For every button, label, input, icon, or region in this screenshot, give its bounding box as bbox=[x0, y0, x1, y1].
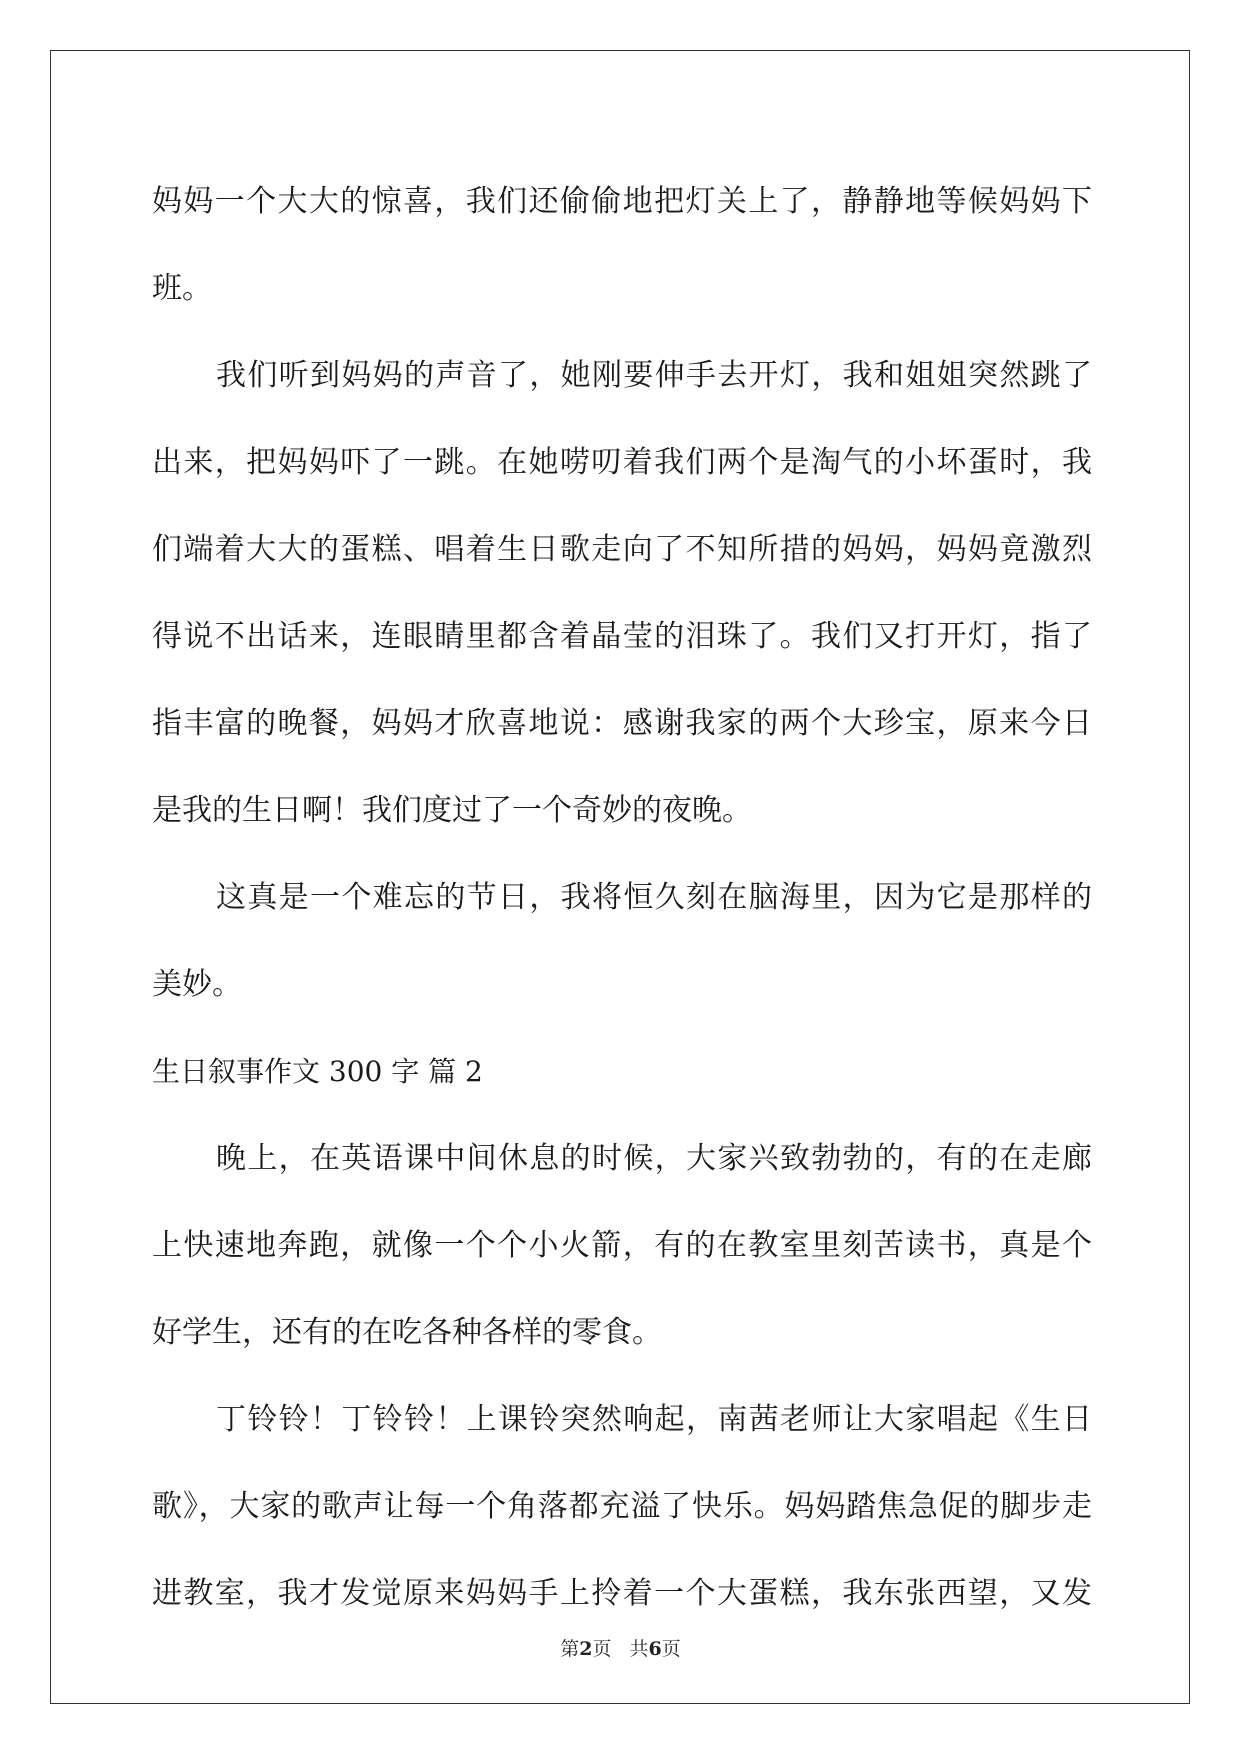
page-unit: 页 bbox=[592, 1638, 612, 1660]
current-page-number: 2 bbox=[579, 1638, 593, 1660]
paragraph-first-line: 我们听到妈妈的声音了，她刚要伸手去开灯，我和姐姐突然跳了 bbox=[216, 358, 1092, 393]
paragraph-first-line: 晚上，在英语课中间休息的时候，大家兴致勃勃的，有的在走廊 bbox=[216, 1141, 1092, 1176]
text-line: 是我的生日啊！我们度过了一个奇妙的夜晚。 bbox=[152, 793, 752, 828]
page-number-footer bbox=[0, 1634, 1241, 1661]
total-unit: 页 bbox=[661, 1638, 681, 1660]
text-line: 上快速地奔跑，就像一个个小火箭，有的在教室里刻苦读书，真是个 bbox=[152, 1228, 1092, 1263]
page-prefix: 第 bbox=[560, 1638, 580, 1660]
document-body bbox=[152, 158, 1092, 1637]
text-line: 进教室，我才发觉原来妈妈手上拎着一个大蛋糕，我东张西望，又发 bbox=[152, 1576, 1092, 1611]
text-line: 出来，把妈妈吓了一跳。在她唠叨着我们两个是淘气的小坏蛋时，我 bbox=[152, 445, 1092, 480]
total-prefix: 共 bbox=[629, 1638, 649, 1660]
text-line: 指丰富的晚餐，妈妈才欣喜地说：感谢我家的两个大珍宝，原来今日 bbox=[152, 706, 1092, 741]
total-page-count: 6 bbox=[648, 1638, 662, 1660]
paragraph-first-line: 这真是一个难忘的节日，我将恒久刻在脑海里，因为它是那样的 bbox=[216, 880, 1092, 915]
paragraph-first-line: 丁铃铃！丁铃铃！上课铃突然响起，南茜老师让大家唱起《生日 bbox=[216, 1402, 1092, 1437]
text-line: 们端着大大的蛋糕、唱着生日歌走向了不知所措的妈妈，妈妈竟激烈 bbox=[152, 532, 1092, 567]
text-line: 得说不出话来，连眼睛里都含着晶莹的泪珠了。我们又打开灯，指了 bbox=[152, 619, 1092, 654]
text-line: 歌》，大家的歌声让每一个角落都充溢了快乐。妈妈踏焦急促的脚步走 bbox=[152, 1489, 1092, 1524]
text-line: 班。 bbox=[152, 271, 212, 306]
text-line: 美妙。 bbox=[152, 967, 242, 1002]
section-heading: 生日叙事作文 300 字 篇 2 bbox=[152, 1055, 483, 1088]
text-line: 好学生，还有的在吃各种各样的零食。 bbox=[152, 1315, 662, 1350]
text-line: 妈妈一个大大的惊喜，我们还偷偷地把灯关上了，静静地等候妈妈下 bbox=[152, 184, 1092, 219]
